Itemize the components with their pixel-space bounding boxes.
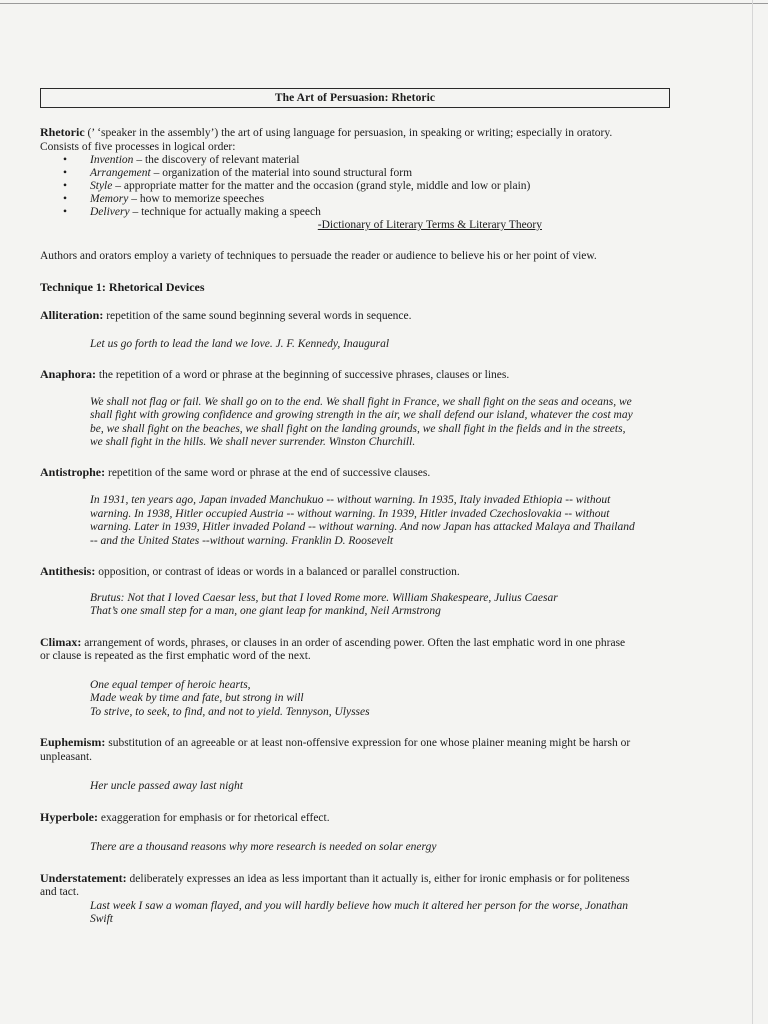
document-page [40,88,670,927]
device-term: Climax: [40,634,82,649]
scan-edge-line [0,3,768,4]
process-name: Arrangement [90,167,151,179]
source-citation-text: -Dictionary of Literary Terms & Literary Theory [317,219,542,231]
device-climax [40,636,670,720]
device-definition [40,872,670,887]
example-line: shall fight with growing confidence and growing strength in the air, we shall defend our island, whatever the cost may [90,409,633,421]
list-item [40,193,670,206]
device-euphemism [40,736,670,794]
example-line: we shall fight in the hills. We shall never surrender. Winston Churchill. [90,436,416,448]
rhetoric-def-line2: Consists of five processes in logical order: [40,140,236,153]
process-name: Delivery [90,206,130,218]
device-definition [40,368,670,383]
example-line: be, we shall fight on the beaches, we shall fight on the landing grounds, we shall fight in the fields and in the streets, [90,422,626,435]
example-line: One equal temper of heroic hearts, [90,678,251,691]
device-def: repetition of the same sound beginning several words in sequence. [103,310,412,322]
example-line: Last week I saw a woman flayed, and you will hardly believe how much it altered her person for the worse, Jonathan [90,899,628,912]
device-anaphora [40,368,670,450]
device-definition [40,466,670,481]
example-line: To strive, to seek, to find, and not to yield. Tennyson, Ulysses [90,705,370,718]
example-line: -- and the United States --without warning. Franklin D. Roosevelt [90,534,394,547]
bullet-icon: • [63,180,68,192]
list-item [40,167,670,180]
example-line: Brutus: Not that I loved Caesar less, but that I loved Rome more. William Shakespeare, Julius Caesar [90,591,558,604]
example-line: There are a thousand reasons why more research is needed on solar energy [90,841,437,853]
scan-fold-line [752,0,753,1024]
device-def-cont: unpleasant. [40,750,93,763]
device-def-cont: or clause is repeated as the first emphatic word of the next. [40,650,311,662]
rhetoric-term: Rhetoric [40,125,85,139]
bullet-icon: • [63,167,68,179]
device-def: deliberately expresses an idea as less important than it actually is, either for ironic emphasis or for politeness [126,872,630,885]
device-def: exaggeration for emphasis or for rhetorical effect. [98,811,330,824]
example-line: warning. In 1938, Hitler occupied Austria -- without warning. In 1939, Hitler invaded Czechoslovakia -- without [90,507,610,520]
device-term: Antithesis: [40,564,96,578]
device-definition [40,636,670,651]
process-name: Style [90,180,113,192]
list-item [40,180,670,193]
device-definition [40,736,670,751]
page-title-text: The Art of Persuasion: Rhetoric [274,92,436,104]
process-text: – organization of the material into sound structural form [150,167,413,179]
device-def: the repetition of a word or phrase at the beginning of successive phrases, clauses or lines. [96,369,510,381]
process-text: – appropriate matter for the matter and the occasion (grand style, middle and low or plain) [112,180,531,192]
bullet-icon: • [63,193,68,205]
device-def: repetition of the same word or phrase at the end of successive clauses. [105,466,431,479]
example-block [40,396,670,450]
process-text: – technique for actually making a speech [129,206,321,218]
device-term: Hyperbole: [40,809,98,824]
process-name: Invention [90,154,134,166]
rhetoric-process-list [40,154,670,219]
page-title [40,88,670,108]
device-definition [40,309,670,324]
process-name: Memory [90,193,129,205]
device-def: substitution of an agreeable or at least non-offensive expression for one whose plainer meaning might be harsh or [105,737,631,749]
bullet-icon: • [63,206,68,218]
example-line: Swift [90,913,114,925]
example-line: That’s one small step for a man, one giant leap for mankind, Neil Armstrong [90,605,441,617]
example-line: In 1931, ten years ago, Japan invaded Manchukuo -- without warning. In 1935, Italy invaded Ethiopia -- without [90,494,611,506]
example-block [40,494,670,548]
device-def: opposition, or contrast of ideas or words in a balanced or parallel construction. [95,566,460,578]
device-term: Anaphora: [40,367,97,381]
example-block [40,592,670,619]
source-citation [40,219,670,232]
example-block [40,679,670,720]
device-term: Alliteration: [40,308,104,322]
device-term: Euphemism: [40,735,106,749]
list-item [40,206,670,219]
device-antithesis [40,565,670,619]
list-item [40,154,670,167]
example-line: warning. Later in 1939, Hitler invaded Poland -- without warning. And now Japan has attacked Malaya and Thailand [90,521,635,533]
example-line: We shall not flag or fail. We shall go on to the end. We shall fight in France, we shall fight on the seas and oceans, we [90,395,632,408]
device-understatement [40,872,670,927]
example-line: Her uncle passed away last night [90,780,243,792]
device-alliteration [40,309,670,351]
device-def: arrangement of words, phrases, or clauses in an order of ascending power. Often the last emphatic word in one phrase [81,636,626,649]
device-term: Antistrophe: [40,464,106,479]
device-term: Understatement: [40,870,127,885]
process-text: – the discovery of relevant material [133,154,300,166]
bullet-icon: • [63,154,68,166]
device-definition [40,565,670,580]
rhetoric-def-line1: (’ ‘speaker in the assembly’) the art of using language for persuasion, in speaking or writing; especially in oratory. [84,127,613,139]
example-line: Let us go forth to lead the land we love. J. F. Kennedy, Inaugural [90,337,390,350]
process-text: – how to memorize speeches [128,193,265,205]
device-antistrophe [40,466,670,549]
device-def-cont: and tact. [40,886,79,898]
device-definition [40,811,670,826]
technique-heading: Technique 1: Rhetorical Devices [40,279,205,294]
intro-paragraph: Authors and orators employ a variety of techniques to persuade the reader or audience to believe his or her point of view. [40,250,597,262]
rhetoric-definition [40,126,670,141]
example-line: Made weak by time and fate, but strong in will [90,692,304,704]
rhetoric-section [40,126,670,232]
device-hyperbole [40,811,670,855]
